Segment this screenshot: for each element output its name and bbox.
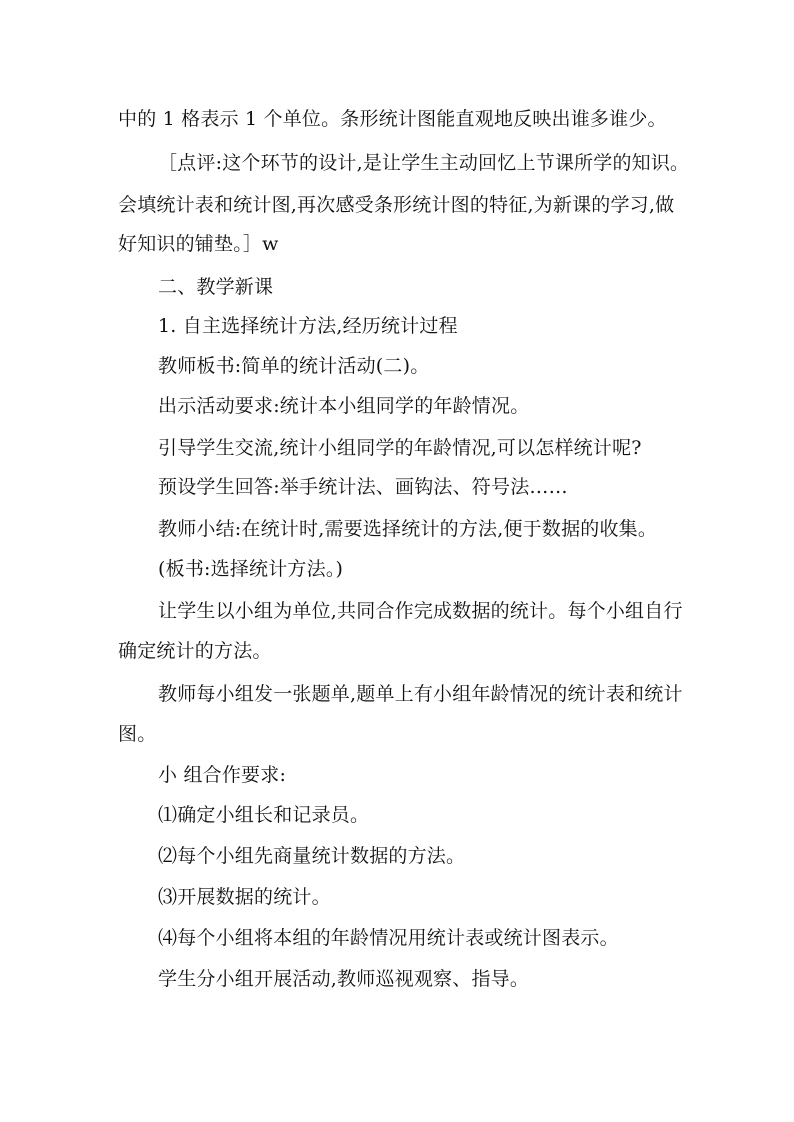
text-line: 学生分小组开展活动,教师巡视观察、指导。 — [158, 968, 530, 990]
list-item: ⑶开展数据的统计。 — [158, 886, 331, 908]
text-line: 好知识的铺垫。］w — [118, 233, 279, 255]
text-line: 让学生以小组为单位,共同合作完成数据的统计。每个小组自行 — [158, 600, 683, 622]
list-item: ⑵每个小组先商量统计数据的方法。 — [158, 845, 466, 867]
text-line: 引导学生交流,统计小组同学的年龄情况,可以怎样统计呢? — [158, 437, 642, 459]
text-line: 图。 — [118, 723, 157, 745]
text-line: (板书:选择统计方法。) — [158, 558, 344, 580]
text-line: 小 组合作要求: — [158, 764, 287, 786]
list-item: ⑷每个小组将本组的年龄情况用统计表或统计图表示。 — [158, 927, 619, 949]
text-line: ［点评:这个环节的设计,是让学生主动回忆上节课所学的知识。 — [158, 152, 690, 174]
section-heading: 二、教学新课 — [158, 276, 274, 298]
text-line: 出示活动要求:统计本小组同学的年龄情况。 — [158, 395, 530, 417]
text-line: 教师板书:简单的统计活动(二)。 — [158, 355, 430, 377]
text-line: 确定统计的方法。 — [118, 640, 272, 662]
subsection-heading: 1. 自主选择统计方法,经历统计过程 — [158, 315, 458, 337]
text-line: 教师每小组发一张题单,题单上有小组年龄情况的统计表和统计 — [158, 683, 683, 705]
text-line: 教师小结:在统计时,需要选择统计的方法,便于数据的收集。 — [158, 518, 658, 540]
text-line: 预设学生回答:举手统计法、画钩法、符号法…… — [158, 476, 568, 498]
text-line: 会填统计表和统计图,再次感受条形统计图的特征,为新课的学习,做 — [118, 194, 675, 216]
list-item: ⑴确定小组长和记录员。 — [158, 804, 370, 826]
text-line: 中的 1 格表示 1 个单位。条形统计图能直观地反映出谁多谁少。 — [118, 108, 667, 130]
